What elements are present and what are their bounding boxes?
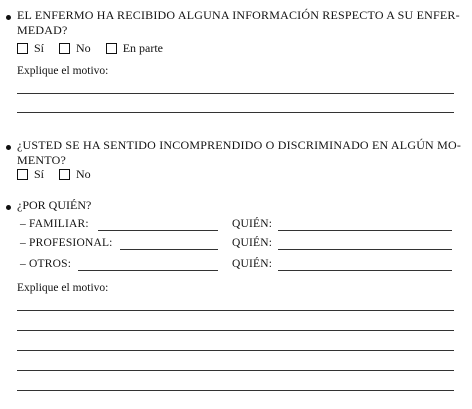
answer-line-3d[interactable] (17, 370, 454, 371)
bullet-q1 (6, 15, 11, 20)
answer-line-1b[interactable] (17, 112, 454, 113)
question-3-title: ¿POR QUIÉN? (17, 198, 92, 212)
otros-who-label: QUIÉN: (232, 258, 273, 270)
question-2-options (17, 167, 103, 184)
question-2-line-2: MENTO? (17, 153, 66, 167)
familiar-label: – FAMILIAR: (20, 218, 89, 230)
profesional-line[interactable] (120, 249, 218, 250)
familiar-who-label: QUIÉN: (232, 218, 273, 230)
answer-line-3e[interactable] (17, 390, 454, 391)
familiar-who-line[interactable] (278, 230, 452, 231)
answer-line-3b[interactable] (17, 330, 454, 331)
otros-line[interactable] (78, 270, 218, 271)
profesional-label: – PROFESIONAL: (20, 237, 113, 249)
answer-line-1a[interactable] (17, 93, 454, 94)
otros-who-line[interactable] (278, 270, 452, 271)
bullet-q3 (6, 205, 11, 210)
option-si-2[interactable] (17, 167, 44, 182)
explain-label-3: Explique el motivo: (17, 282, 109, 294)
answer-line-3a[interactable] (17, 310, 454, 311)
profesional-who-label: QUIÉN: (232, 237, 273, 249)
checkbox-no-2[interactable] (59, 169, 70, 180)
familiar-line[interactable] (98, 230, 218, 231)
answer-line-3c[interactable] (17, 350, 454, 351)
option-no-2-label: No (76, 167, 91, 181)
checkbox-en-parte[interactable] (106, 43, 117, 54)
option-no-2[interactable] (59, 167, 91, 182)
explain-label-1: Explique el motivo: (17, 65, 109, 77)
option-si[interactable] (17, 41, 44, 56)
bullet-q2 (6, 145, 11, 150)
checkbox-si-2[interactable] (17, 169, 28, 180)
question-1-line-1: EL ENFERMO HA RECIBIDO ALGUNA INFORMACIÓN RESPECTO A SU ENFER- (17, 8, 460, 22)
question-1-line-2: MEDAD? (17, 23, 68, 37)
checkbox-si[interactable] (17, 43, 28, 54)
profesional-who-line[interactable] (278, 249, 452, 250)
option-no-label: No (76, 41, 91, 55)
option-no[interactable] (59, 41, 91, 56)
question-2-line-1: ¿USTED SE HA SENTIDO INCOMPRENDIDO O DISCRIMINADO EN ALGÚN MO- (17, 138, 462, 152)
question-1-options (17, 41, 175, 58)
option-en-parte[interactable] (106, 41, 163, 56)
checkbox-no[interactable] (59, 43, 70, 54)
option-si-2-label: Sí (34, 167, 45, 181)
otros-label: – OTROS: (20, 258, 72, 270)
option-en-parte-label: En parte (122, 41, 163, 55)
option-si-label: Sí (34, 41, 45, 55)
